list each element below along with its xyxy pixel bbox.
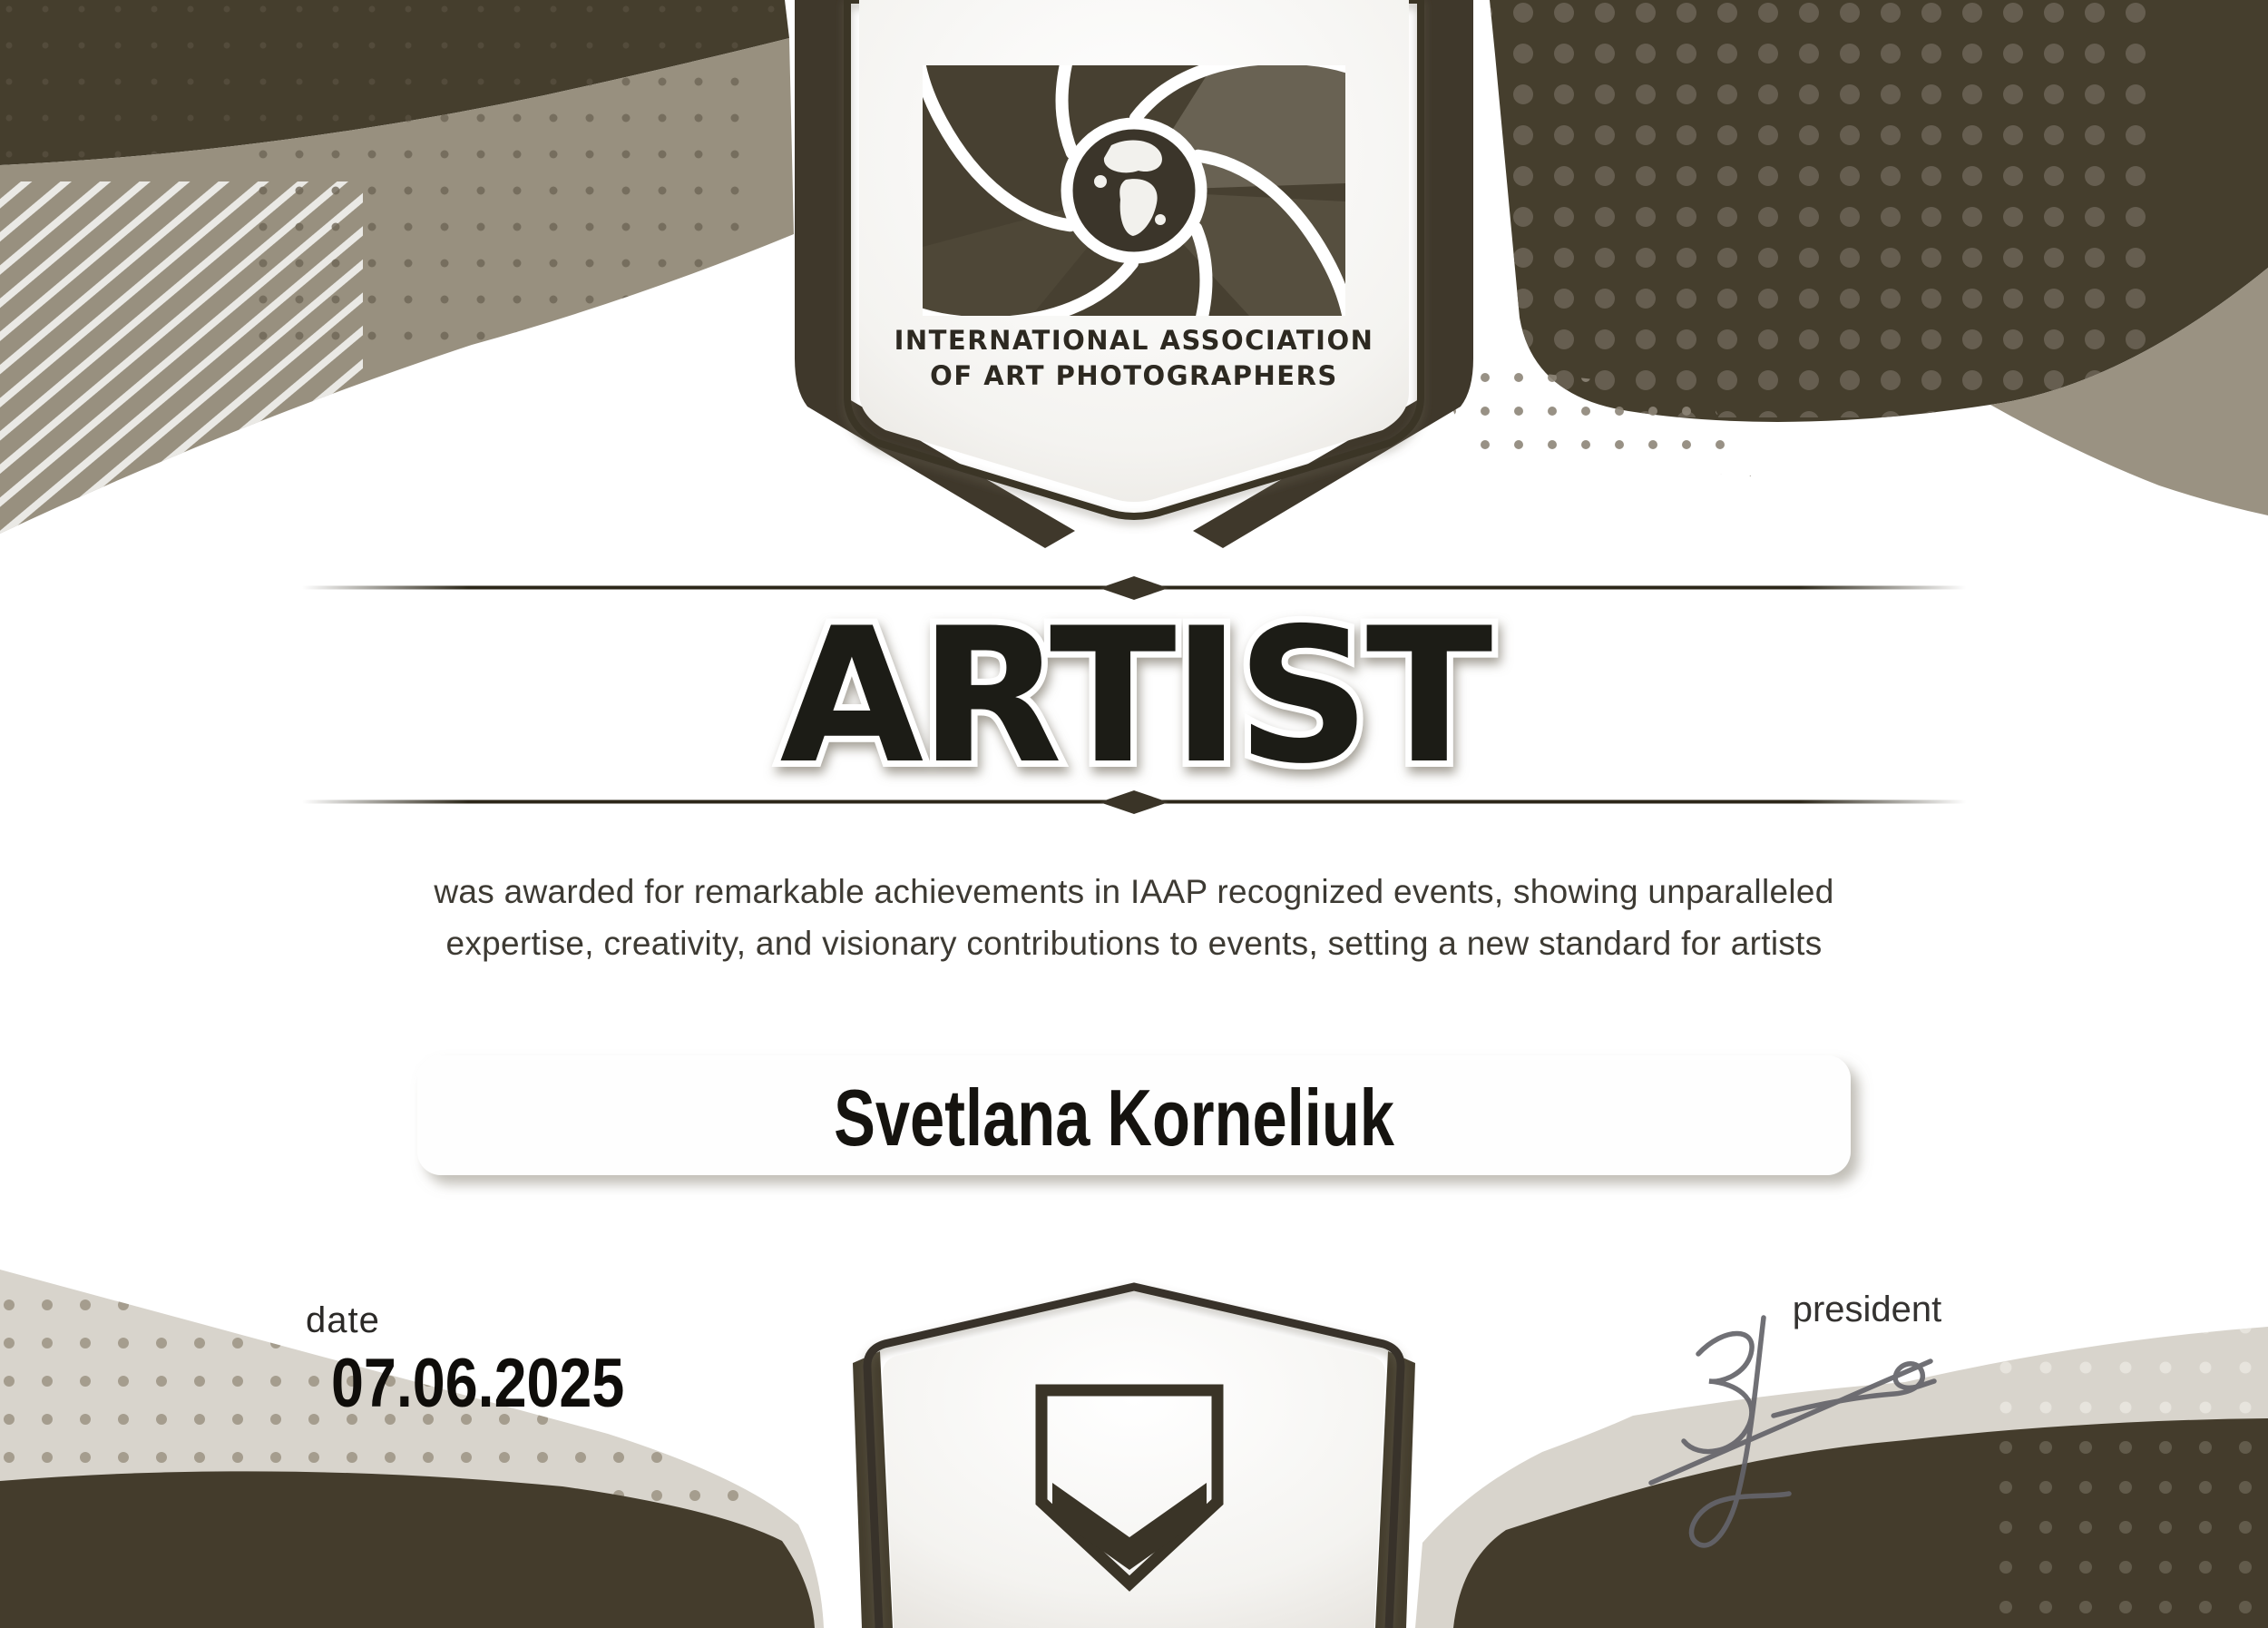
bottom-right-wave [1415, 1314, 2268, 1628]
org-name-line1: INTERNATIONAL ASSOCIATION [894, 325, 1374, 356]
halftone-dots-pattern [1488, 0, 2159, 417]
top-left-wave [0, 0, 798, 617]
top-right-wave [1433, 0, 2268, 515]
recipient-name: Svetlana Korneliuk [834, 1073, 1394, 1162]
description-line1: was awarded for remarkable achievements in IAAP recognized events, showing unparalleled [434, 873, 1834, 910]
top-badge [795, 0, 1473, 548]
certificate-title: ARTIST [779, 589, 1489, 805]
date-label: date [306, 1300, 380, 1340]
description-line2: expertise, creativity, and visionary contributions to events, setting a new standard for artists [445, 925, 1823, 962]
bottom-badge [853, 1287, 1415, 1628]
bottom-left-wave [0, 1270, 962, 1628]
president-label: president [1792, 1290, 1942, 1329]
org-name-line2: OF ART PHOTOGRAPHERS [930, 360, 1338, 391]
date-value: 07.06.2025 [331, 1344, 625, 1422]
